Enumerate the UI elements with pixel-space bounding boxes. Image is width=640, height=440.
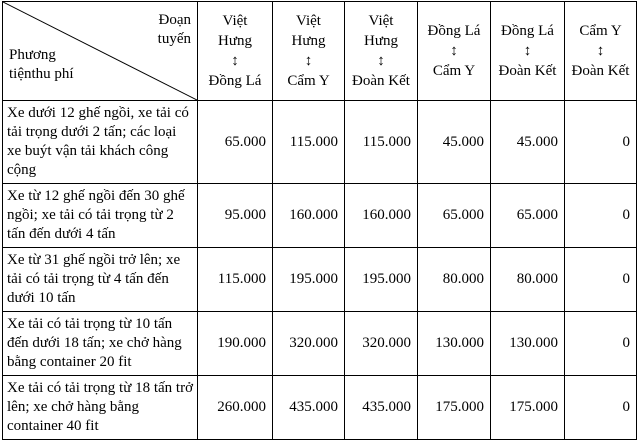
updown-arrow-icon: ↕ [450,43,458,59]
route-header-viet-hung-cam-y [273,2,345,101]
fee-cell: 160.000 [345,184,418,248]
route-line: Việt [368,13,394,29]
route-line: Hưng [364,33,398,49]
fee-cell: 65.000 [418,184,491,248]
fee-cell: 65.000 [198,101,273,184]
route-line: Đoàn Kết [571,63,630,79]
route-line: Hưng [291,33,326,49]
segment-header-line-1: Đoạn [158,12,191,28]
fee-cell: 0 [565,184,637,248]
route-line: Đồng Lá [208,73,262,89]
updown-arrow-icon: ↕ [596,43,605,59]
vehicle-class-label: Xe tải có tải trọng từ 18 tấn trở lên; xe chở hàng bằng container 40 fit [3,376,198,440]
vehicle-class-label: Xe dưới 12 ghế ngồi, xe tải có tải trọng dưới 2 tấn; các loại xe buýt vận tải khách công cộng [3,101,198,184]
vehicle-class-label: Xe từ 12 ghế ngồi đến 30 ghế ngồi; xe tải có tải trọng từ 2 tấn đến dưới 4 tấn [3,184,198,248]
route-line: Đoàn Kết [498,63,557,79]
fee-cell: 95.000 [198,184,273,248]
fee-cell: 0 [565,101,637,184]
fee-cell: 0 [565,248,637,312]
route-line: Hưng [218,33,252,49]
fee-cell: 80.000 [418,248,491,312]
table-row [3,312,637,376]
fee-cell: 190.000 [198,312,273,376]
updown-arrow-icon: ↕ [377,53,385,69]
route-header-dong-la-doan-ket [491,2,565,101]
vehicle-header-line-2: tiệnthu phí [9,66,74,82]
vehicle-header-line-1: Phương [9,47,56,63]
route-line: Đồng Lá [501,23,554,39]
segment-header-line-2: tuyến [157,31,191,47]
fee-cell: 65.000 [491,184,565,248]
route-header-viet-hung-dong-la [198,2,273,101]
fee-cell: 435.000 [345,376,418,440]
route-line: Cẩm Y [579,23,622,39]
fee-cell: 175.000 [418,376,491,440]
header-row [3,2,637,101]
updown-arrow-icon: ↕ [523,43,532,59]
fee-cell: 320.000 [345,312,418,376]
fee-cell: 130.000 [418,312,491,376]
vehicle-class-label: Xe tải có tải trọng từ 10 tấn đến dưới 18 tấn; xe chở hàng bằng container 20 fit [3,312,198,376]
segment-header-label [158,11,191,49]
route-header-dong-la-cam-y [418,2,491,101]
vehicle-class-label: Xe từ 31 ghế ngồi trở lên; xe tải có tải trọng từ 4 tấn đến dưới 10 tấn [3,248,198,312]
fee-cell: 175.000 [491,376,565,440]
route-line: Cẩm Y [432,63,476,79]
fee-cell: 0 [565,312,637,376]
fee-cell: 195.000 [273,248,345,312]
route-line: Đoàn Kết [352,73,410,89]
fee-cell: 80.000 [491,248,565,312]
route-line: Cẩm Y [287,73,330,89]
fee-cell: 115.000 [273,101,345,184]
route-header-viet-hung-doan-ket [345,2,418,101]
fee-cell: 115.000 [198,248,273,312]
route-line: Việt [296,13,321,29]
route-header-cam-y-doan-ket [565,2,637,101]
table-row [3,184,637,248]
route-line: Việt [222,13,248,29]
fee-cell: 195.000 [345,248,418,312]
toll-fee-table [2,1,637,440]
table-row [3,248,637,312]
fee-cell: 45.000 [418,101,491,184]
fee-cell: 115.000 [345,101,418,184]
corner-header-cell [3,2,198,101]
updown-arrow-icon: ↕ [304,53,313,69]
vehicle-header-label [9,46,74,84]
fee-cell: 0 [565,376,637,440]
fee-cell: 45.000 [491,101,565,184]
table-row [3,101,637,184]
updown-arrow-icon: ↕ [231,53,239,69]
route-line: Đồng Lá [427,23,481,39]
table-row [3,376,637,440]
fee-cell: 260.000 [198,376,273,440]
fee-cell: 435.000 [273,376,345,440]
fee-cell: 160.000 [273,184,345,248]
fee-cell: 130.000 [491,312,565,376]
fee-cell: 320.000 [273,312,345,376]
